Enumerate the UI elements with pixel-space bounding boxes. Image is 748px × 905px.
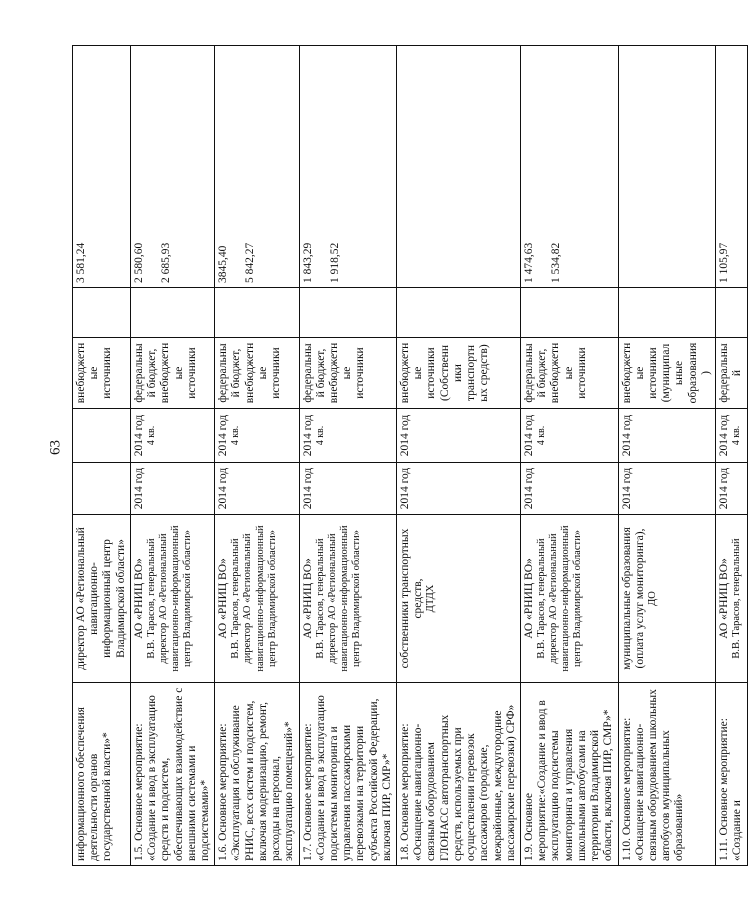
measure-text: 1.6. Основное мероприятие: «Эксплуатация и обслуживание РНИС, всех систем и подсистем, включая модернизацию, ремонт, расходы на персонал, эксплуатацию помещений»* [217, 700, 296, 861]
amount-value: 5 842,27 [244, 242, 257, 283]
amount-cell [618, 46, 716, 288]
end-date-line: 2014 год [620, 414, 633, 457]
end-date-line: 2014 год [523, 414, 535, 457]
end-date-line: 4 кв. [146, 425, 158, 446]
empty-cell [521, 288, 619, 338]
amount-value: 2 580,60 [132, 242, 145, 283]
responsible-cell [716, 515, 748, 683]
start-date-cell [716, 463, 748, 515]
start-date: 2014 год [718, 467, 731, 510]
measure-text: 1.8. Основное мероприятие: «Оснащение навигационно-связным оборудованием ГЛОНАСС автотранспортных средств, используемых при осуществлении перевозок пассажиров (городские, межрайонные, междугородние пассажирские перевозки) СРФ» [399, 704, 517, 861]
amount-value: 3 581,24 [75, 242, 87, 283]
empty-cell [618, 288, 716, 338]
responsible-line: директор АО «Региональный навигационно-информационный центр Владимирской области» [75, 527, 127, 670]
end-date-line: 2014 год [217, 414, 230, 457]
measure-cell [215, 683, 299, 866]
end-date-line: 2014 год [399, 414, 412, 457]
amount-value: 1 534,82 [550, 242, 563, 283]
responsible-line: собственники транспортных средств, [399, 528, 425, 669]
amount-cell [130, 46, 214, 288]
amount-value: 2 685,93 [160, 242, 173, 283]
responsible-line: В.В. Тарасов, генеральный директор АО «Региональный навигационно-информационный центр Владимирской области» [536, 525, 584, 672]
start-date: 2014 год [399, 467, 412, 510]
amount-value: 3845,40 [217, 245, 230, 283]
empty-cell [130, 288, 214, 338]
funding-source-cell [299, 338, 397, 409]
start-date: 2014 год [217, 467, 230, 510]
end-date-cell [130, 409, 214, 463]
table-row [73, 46, 131, 866]
responsible-cell [521, 515, 619, 683]
responsible-cell [215, 515, 299, 683]
measure-text: 1.10. Основное мероприятие: «Оснащение навигационно-связным оборудованием школьных автобусов муниципальных образований» [620, 689, 686, 861]
table-row [215, 46, 299, 866]
table-row [618, 46, 716, 866]
responsible-line: В.В. Тарасов, генеральный [731, 538, 743, 659]
responsible-cell [73, 515, 131, 683]
funding-source-line: внебюджетные источники [327, 342, 367, 404]
funding-source-cell [73, 338, 131, 409]
funding-source-cell [130, 338, 214, 409]
measure-cell [618, 683, 716, 866]
responsible-line: АО «РНИЦ ВО» [718, 558, 731, 639]
empty-cell [716, 288, 748, 338]
measure-text: 1.5. Основное мероприятие: «Создание и ввод в эксплуатацию средств и подсистем, обеспечивающих взаимодействие с внешними системами и подсистемами»* [132, 687, 211, 861]
measure-text: 1.11. Основное мероприятие: «Создание и [718, 718, 744, 861]
funding-source-cell [215, 338, 299, 409]
measure-text: 1.7. Основное мероприятие: «Создание и ввод в эксплуатацию подсистемы мониторинга и управления пассажирскими перевозками на территории субъекта Российской Федерации, включая ПИР, СМР»* [301, 695, 393, 861]
start-date-cell [618, 463, 716, 515]
table-row [299, 46, 397, 866]
measure-cell [716, 683, 748, 866]
responsible-line: АО «РНИЦ ВО» [217, 558, 230, 639]
funding-source-line: федеральный бюджет, [301, 343, 327, 403]
responsible-cell [618, 515, 716, 683]
end-date-cell [73, 409, 131, 463]
start-date-cell [215, 463, 299, 515]
responsible-cell [130, 515, 214, 683]
empty-cell [299, 288, 397, 338]
amount-value: 1 474,63 [523, 242, 535, 283]
measure-cell [130, 683, 214, 866]
responsible-line: ДО [646, 591, 658, 606]
measure-cell [521, 683, 619, 866]
empty-cell [215, 288, 299, 338]
amount-cell [521, 46, 619, 288]
funding-source-line: внебюджетные источники [549, 342, 588, 404]
empty-cell [73, 288, 131, 338]
start-date-cell [130, 463, 214, 515]
table-row [716, 46, 748, 866]
funding-source-cell [397, 338, 521, 409]
amount-cell [299, 46, 397, 288]
end-date-cell [299, 409, 397, 463]
end-date-line: 4 кв. [314, 425, 326, 446]
responsible-line: АО «РНИЦ ВО» [301, 558, 314, 639]
amount-cell [716, 46, 748, 288]
responsible-line: В.В. Тарасов, генеральный директор АО «Региональный навигационно-информационный центр Владимирской области» [314, 525, 362, 672]
end-date-line: 4 кв. [536, 425, 548, 446]
responsible-line: муниципальные образования (оплата услуг мониторинга), [620, 527, 646, 670]
amount-value: 1 105,97 [718, 242, 731, 283]
responsible-line: В.В. Тарасов, генеральный директор АО «Региональный навигационно-информационный центр Владимирской области» [146, 525, 194, 672]
start-date-cell [73, 463, 131, 515]
responsible-line: ДТДХ [425, 584, 437, 613]
start-date-cell [521, 463, 619, 515]
funding-source-line: внебюджетные источники [159, 342, 198, 404]
end-date-cell [521, 409, 619, 463]
start-date-cell [299, 463, 397, 515]
funding-source-cell [618, 338, 716, 409]
table-row [397, 46, 521, 866]
measure-cell [397, 683, 521, 866]
responsible-line: АО «РНИЦ ВО» [132, 558, 145, 639]
measure-text: информационного обеспечения деятельности органов государственной власти»* [75, 707, 114, 861]
funding-source-line: внебюджетные источники [75, 342, 114, 404]
measure-cell [73, 683, 131, 866]
funding-source-line: федеральный бюджет, [217, 343, 243, 403]
end-date-line: 4 кв. [230, 425, 242, 446]
start-date: 2014 год [620, 467, 633, 510]
end-date-cell [716, 409, 748, 463]
responsible-cell [397, 515, 521, 683]
amount-value: 1 843,29 [301, 242, 314, 283]
amount-value: 1 918,52 [328, 242, 341, 283]
responsible-line: АО «РНИЦ ВО» [523, 558, 535, 639]
funding-source-line: внебюджетные источники (Собственники транспортных средств) [399, 342, 491, 404]
end-date-line: 2014 год [718, 414, 731, 457]
funding-source-line: федеральный [718, 343, 744, 403]
funding-source-line: внебюджетные источники (муниципальные образования) [620, 342, 712, 404]
table-row [521, 46, 619, 866]
page-number: 63 [47, 440, 64, 455]
program-measures-table [72, 45, 748, 866]
end-date-cell [215, 409, 299, 463]
funding-source-cell [521, 338, 619, 409]
end-date-line: 4 кв. [731, 425, 743, 446]
end-date-line: 2014 год [132, 414, 145, 457]
amount-cell [73, 46, 131, 288]
end-date-cell [618, 409, 716, 463]
end-date-cell [397, 409, 521, 463]
responsible-cell [299, 515, 397, 683]
start-date: 2014 год [301, 467, 314, 510]
responsible-line: В.В. Тарасов, генеральный директор АО «Региональный навигационно-информационный центр Владимирской области» [230, 525, 278, 672]
end-date-line: 2014 год [301, 414, 314, 457]
amount-cell [215, 46, 299, 288]
measure-cell [299, 683, 397, 866]
measure-text: 1.9. Основное мероприятие:«Создание и ввод в эксплуатацию подсистемы мониторинга и управления школьными автобусами на территории Владимирской области, включая ПИР, СМР»* [523, 700, 615, 861]
start-date: 2014 год [523, 467, 535, 510]
funding-source-cell [716, 338, 748, 409]
funding-source-line: внебюджетные источники [243, 342, 283, 404]
empty-cell [397, 288, 521, 338]
funding-source-line: федеральный бюджет, [523, 343, 549, 403]
amount-cell [397, 46, 521, 288]
start-date: 2014 год [132, 467, 145, 510]
funding-source-line: федеральный бюджет, [132, 343, 159, 403]
rotated-table-wrapper [72, 46, 744, 866]
table-row [130, 46, 214, 866]
start-date-cell [397, 463, 521, 515]
